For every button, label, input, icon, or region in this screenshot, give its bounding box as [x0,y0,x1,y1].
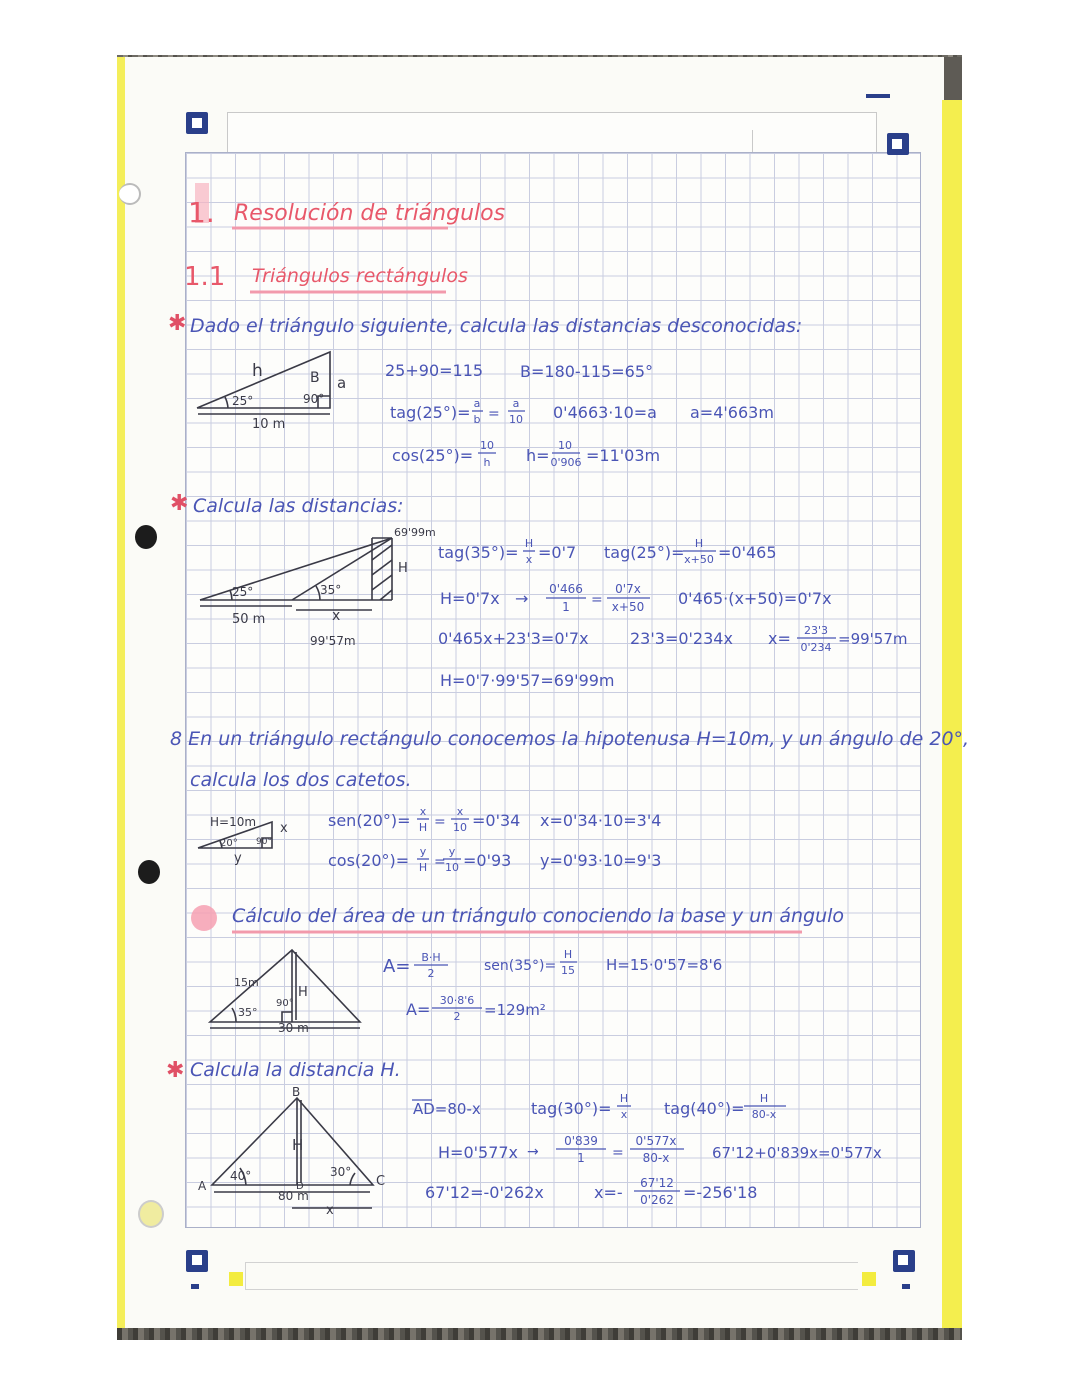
ex2-line4: H=0'7·99'57=69'99m [440,671,615,690]
ex1-line2-frac2-den: 10 [509,413,523,426]
ex2-angle-25: 25° [232,585,254,599]
ex5-l2-frac-num: 0'839 [564,1134,598,1148]
ex3-angle-90: 90° [256,837,272,847]
ex1-line2-frac2-num: a [512,397,520,410]
ex4-h-label: H [298,985,308,1000]
ex2-l1-frac2-den: x+50 [684,553,714,566]
ex5-line1-b: tag(30°)= [531,1099,612,1118]
ex4-l1-frac-num: B·H [421,951,441,964]
ex4-l2-frac-num: 30·8'6 [439,994,475,1007]
ex3-line2-c: y=0'93·10=9'3 [540,851,662,870]
ex4-angle-90: 90° [276,998,294,1009]
ex2-l1-frac2-num: H [694,537,704,550]
ex3-prompt-line1: 8 En un triángulo rectángulo conocemos la hipotenusa H=10m, y un ángulo de 20°, [170,728,970,750]
ex1-label-b: B [310,370,320,386]
ex3-l2-frac2-den: 10 [445,861,459,874]
ex2-prompt: Calcula las distancias: [193,495,404,517]
ex3-line1-a: sen(20°)= [328,811,411,830]
ex5-l2-frac2-den: 80-x [642,1151,670,1165]
ex2-l2-frac2-num: 0'7x [615,582,641,596]
ex1-angle-arc [225,397,228,408]
ex5-l1-frac-num: H [619,1092,629,1105]
ex1-line2-b: 0'4663·10=a [553,403,657,422]
bullet-star-icon: ✱ [168,311,187,336]
ex4-side-label: 15m [234,976,259,989]
ex1-line2-frac1-den: b [473,413,481,426]
ex3-x-label: x [280,821,288,836]
ex5-vertex-c: C [376,1174,386,1189]
ex3-l1-frac-den: H [418,821,428,834]
ex5-line1-a: AD=80-x [413,1100,481,1118]
ex4-line1-b: sen(35°)= [484,958,557,974]
ex5-prompt: Calcula la distancia H. [190,1059,401,1081]
ex2-line2-b: 0'465·(x+50)=0'7x [678,589,832,608]
ex5-l2-frac-den: 1 [577,1151,585,1165]
ex2-x-label: x [332,608,341,624]
ex4-line1-a: A= [383,956,411,977]
bullet-star-icon: ✱ [166,1058,185,1083]
ex2-line3-b: 23'3=0'234x [630,629,733,648]
ex1-line3-a: cos(25°)= [392,446,474,465]
ex3-line2-b: =0'93 [463,851,512,870]
ex4-triangle-figure [210,950,360,1035]
ex1-line3-frac-den: h [483,456,491,469]
ex4-angle-35: 35° [238,1006,258,1019]
ex1-label-h: h [252,361,263,381]
ex5-line3-a: 67'12=-0'262x [425,1183,544,1202]
ex1-line1-a: 25+90=115 [385,361,484,380]
ex1-base-label: 10 m [252,417,286,432]
ex5-l3-frac-den: 0'262 [640,1193,674,1207]
ex3-l1-eq: = [434,814,446,830]
ex3-l2-frac-num: y [419,845,427,858]
ex2-l2-eq: = [591,592,603,608]
ex1-line2-a: tag(25°)= [390,403,471,422]
ex3-line1-c: x=0'34·10=3'4 [540,811,662,830]
ex4-l1-frac-den: 2 [427,967,435,980]
ex2-l3-frac-den: 0'234 [800,641,832,654]
ex4-title: Cálculo del área de un triángulo conociendo la base y un ángulo [232,905,845,927]
ex3-l2-frac-den: H [418,861,428,874]
ex2-triangles-figure [200,526,436,648]
ex2-line1-a: tag(35°)= [438,543,519,562]
ex4-base-label: 30 m [278,1021,309,1035]
ex5-vertex-b: B [292,1085,301,1099]
ex2-line1-b: =0'7 [538,543,577,562]
bullet-star-icon: ✱ [170,491,189,516]
ex5-l1-frac-den: x [620,1108,628,1121]
ex1-line2-c: a=4'663m [690,403,774,422]
ex3-l1-frac2-den: 10 [453,821,467,834]
ex1-angle-90: 90° [303,392,325,406]
ex5-l1-frac2-den: 80-x [751,1108,777,1121]
ex5-vertex-d: D [296,1181,304,1192]
ex5-angle-30: 30° [330,1165,352,1179]
ex5-l1-frac2-num: H [759,1092,769,1105]
title-number: 1. [188,196,215,229]
ex5-triangle-figure [198,1085,385,1218]
ex5-line2-arrow: → [527,1144,539,1160]
ex3-l2-eq: = [434,854,446,870]
ex1-line2-frac1-num: a [473,397,481,410]
ex3-triangle-figure [198,815,288,866]
ex5-line3-c: =-256'18 [683,1183,758,1202]
ex4-l1-frac2-den: 15 [561,964,575,977]
ex5-line2-a: H=0'577x [438,1143,519,1162]
ex1-angle-25: 25° [232,394,254,408]
ex1-line3-c: =11'03m [586,446,661,465]
ex2-l2-frac2-den: x+50 [611,600,645,614]
ex2-line1-c: tag(25°)= [604,543,685,562]
ex2-l3-frac-num: 23'3 [803,624,829,637]
ex1-line3-frac2-num: 10 [558,439,572,452]
ex4-l1-frac2-num: H [563,948,573,961]
ex5-x-label: x [326,1203,334,1218]
ex2-line2-arrow: → [515,589,529,608]
ex3-l2-frac2-num: y [448,845,456,858]
ex4-line1-c: H=15·0'57=8'6 [606,956,723,974]
ex1-label-a: a [337,374,347,392]
ex2-l2-frac-num: 0'466 [549,582,583,596]
ex4-line2-a: A= [406,1000,431,1019]
ex3-prompt-line2: calcula los dos catetos. [190,769,412,791]
ex3-l1-frac-num: x [419,805,427,818]
ex5-angle-40: 40° [230,1169,252,1183]
ex3-hyp-label: H=10m [210,815,257,829]
ex1-triangle-figure [197,352,346,432]
ex1-line3-frac2-den: 0'906 [550,456,582,469]
pink-star-icon [191,905,217,931]
ex1-line3-b: h= [526,446,550,465]
ex3-line2-a: cos(20°)= [328,851,410,870]
subtitle-number: 1.1 [184,262,226,292]
ex4-line2-b: =129m² [484,1001,546,1019]
ex5-line1-c: tag(40°)= [664,1099,745,1118]
ex2-l2-frac-den: 1 [562,600,570,614]
ex4-l2-frac-den: 2 [453,1010,461,1023]
ex5-h-label: H [292,1136,304,1154]
ex5-line3-b: x=- [594,1183,623,1202]
ex2-x-value: 99'57m [310,634,356,648]
ex2-line3-c: x= [768,629,791,648]
ex5-vertex-a: A [198,1179,207,1193]
ex3-line1-b: =0'34 [472,811,521,830]
ex2-h-value: 69'99m [394,526,436,539]
ex2-line1-d: =0'465 [718,543,777,562]
subtitle-text: Triángulos rectángulos [252,265,468,287]
ex2-line3-a: 0'465x+23'3=0'7x [438,629,589,648]
ex1-line3-frac-num: 10 [480,439,494,452]
ex5-l2-eq: = [612,1145,624,1161]
ex3-angle-20: 20° [220,838,238,849]
ex2-base-50: 50 m [232,612,266,627]
ex2-l1-frac-den: x [525,553,533,566]
ex2-angle-35: 35° [320,583,342,597]
ex1-line2-eq: = [488,406,500,422]
ex5-line2-b: 67'12+0'839x=0'577x [712,1144,882,1162]
ex1-prompt: Dado el triángulo siguiente, calcula las distancias desconocidas: [190,315,803,337]
ex5-l2-frac2-num: 0'577x [635,1134,677,1148]
ex1-line1-b: B=180-115=65° [520,362,653,381]
ex2-l1-frac-num: H [524,537,534,550]
ex2-line3-d: =99'57m [838,630,908,648]
ex3-l1-frac2-num: x [456,805,464,818]
title-text: Resolución de triángulos [234,201,506,226]
ex2-line2-a: H=0'7x [440,589,500,608]
ex5-base-label: 80 m [278,1189,309,1203]
ex5-l3-frac-num: 67'12 [640,1176,674,1190]
ex2-h-label: H [398,561,408,576]
ex3-y-label: y [234,851,242,866]
